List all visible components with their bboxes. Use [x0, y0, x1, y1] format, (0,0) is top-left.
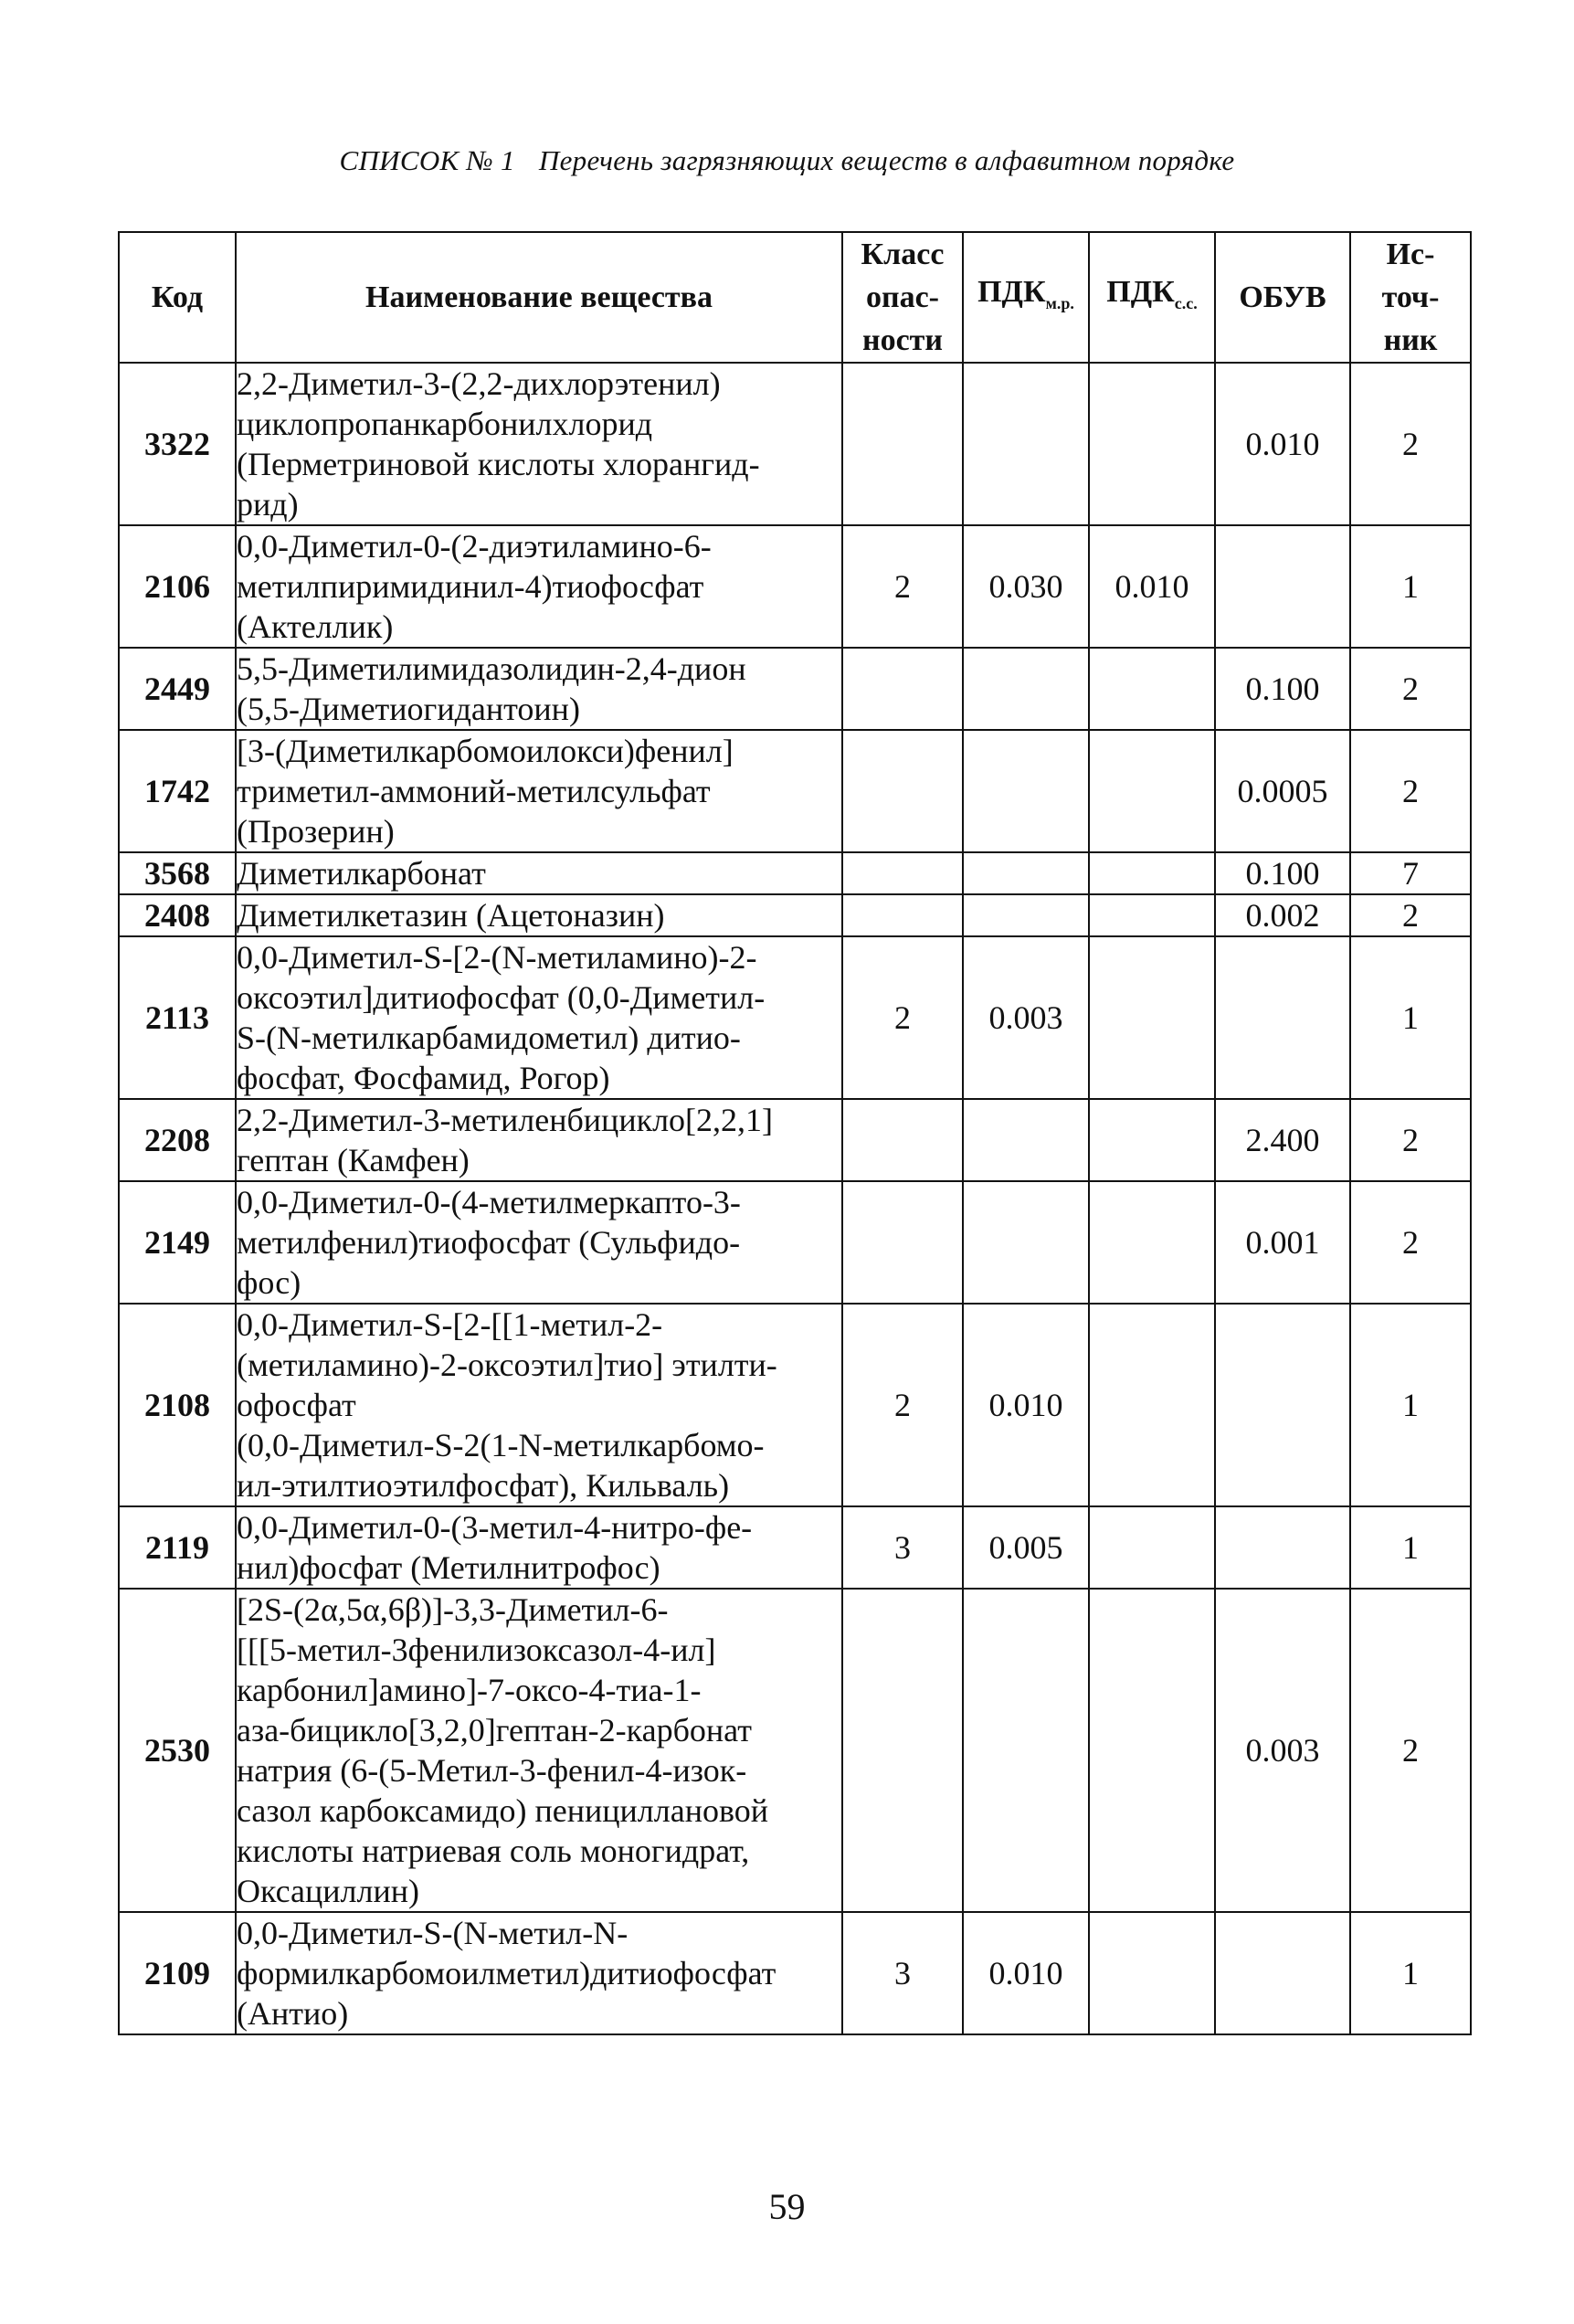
- list-title: Перечень загрязняющих веществ в алфавитном порядке: [538, 144, 1235, 176]
- obuv-cell: 0.100: [1215, 852, 1350, 894]
- list-number: СПИСОК № 1: [339, 144, 515, 176]
- substance-name-line: Диметилкетазин (Ацетоназин): [237, 897, 665, 934]
- substance-name-cell: [236, 1912, 842, 2034]
- substance-name-line: (Перметриновой кислоты хлорангид-: [237, 446, 760, 482]
- pdk-mr-cell: 0.003: [963, 936, 1089, 1099]
- substance-name-line: формилкарбомоилметил)дитиофосфат: [237, 1955, 776, 1991]
- substance-name-line: оксоэтил]дитиофосфат (0,0-Диметил-: [237, 979, 766, 1016]
- obuv-cell: [1215, 1912, 1350, 2034]
- obuv-cell: [1215, 1506, 1350, 1589]
- code-cell: 2109: [119, 1912, 236, 2034]
- table-header-row: [119, 232, 1471, 363]
- substance-name-line: (Антио): [237, 1995, 349, 2032]
- column-header-name: Наименование вещества: [236, 232, 842, 363]
- code-cell: 1742: [119, 730, 236, 852]
- substance-name-line: ил-этилтиоэтилфосфат), Кильваль): [237, 1467, 730, 1504]
- pdk-mr-cell: [963, 894, 1089, 936]
- substance-name-line: аза-бицикло[3,2,0]гептан-2-карбонат: [237, 1712, 752, 1748]
- substance-name-line: 2,2-Диметил-3-(2,2-дихлорэтенил): [237, 365, 721, 402]
- substance-name-line: [2S-(2α,5α,6β)]-3,3-Диметил-6-: [237, 1591, 669, 1628]
- substance-name-cell: [236, 730, 842, 852]
- table-row: [119, 936, 1471, 1099]
- table-row: [119, 1589, 1471, 1912]
- source-cell: 1: [1350, 1912, 1471, 2034]
- source-cell: 2: [1350, 1181, 1471, 1304]
- code-cell: 2119: [119, 1506, 236, 1589]
- page-header: [0, 144, 1574, 177]
- pdk-ss-cell: 0.010: [1089, 525, 1215, 648]
- source-cell: 1: [1350, 936, 1471, 1099]
- substance-name-line: офосфат: [237, 1387, 356, 1423]
- code-cell: 3322: [119, 363, 236, 525]
- code-cell: 2449: [119, 648, 236, 730]
- substance-name-line: Диметилкарбонат: [237, 855, 486, 892]
- pdk-ss-cell: [1089, 936, 1215, 1099]
- substance-name-cell: [236, 525, 842, 648]
- hazard-class-cell: [842, 1589, 963, 1912]
- pdk-ss-subscript: с.с.: [1174, 293, 1198, 312]
- pdk-ss-cell: [1089, 1304, 1215, 1506]
- substance-name-line: карбонил]амино]-7-оксо-4-тиа-1-: [237, 1672, 702, 1708]
- source-cell: 2: [1350, 730, 1471, 852]
- substance-name-line: (Актеллик): [237, 608, 394, 645]
- substance-name-line: метилфенил)тиофосфат (Сульфидо-: [237, 1224, 741, 1261]
- substance-name-line: натрия (6-(5-Метил-3-фенил-4-изок-: [237, 1752, 747, 1789]
- pdk-ss-cell: [1089, 730, 1215, 852]
- obuv-cell: [1215, 936, 1350, 1099]
- hazard-class-cell: [842, 1099, 963, 1181]
- pdk-ss-cell: [1089, 1506, 1215, 1589]
- pdk-mr-cell: [963, 1181, 1089, 1304]
- pdk-ss-cell: [1089, 1099, 1215, 1181]
- substance-name-line: циклопропанкарбонилхлорид: [237, 406, 653, 442]
- pdk-mr-cell: [963, 363, 1089, 525]
- source-cell: 2: [1350, 648, 1471, 730]
- obuv-cell: [1215, 525, 1350, 648]
- substance-name-cell: [236, 1304, 842, 1506]
- code-cell: 2149: [119, 1181, 236, 1304]
- substance-name-cell: [236, 1506, 842, 1589]
- substance-name-line: триметил-аммоний-метилсульфат: [237, 773, 711, 809]
- column-header-class-line: Класс: [861, 238, 945, 271]
- table-row: [119, 648, 1471, 730]
- substance-name-cell: [236, 1181, 842, 1304]
- pdk-mr-subscript: м.р.: [1045, 293, 1074, 312]
- substance-name-cell: [236, 1589, 842, 1912]
- table-row: [119, 730, 1471, 852]
- source-cell: 1: [1350, 1506, 1471, 1589]
- substance-name-line: гептан (Камфен): [237, 1142, 470, 1178]
- column-header-source: [1350, 232, 1471, 363]
- substance-name-line: 0,0-Диметил-S-[2-(N-метиламино)-2-: [237, 939, 757, 976]
- pdk-ss-cell: [1089, 1589, 1215, 1912]
- substance-name-line: метилпиримидинил-4)тиофосфат: [237, 568, 704, 605]
- substance-name-cell: [236, 363, 842, 525]
- substance-name-line: фос): [237, 1264, 301, 1301]
- obuv-cell: [1215, 1304, 1350, 1506]
- substance-name-line: 5,5-Диметилимидазолидин-2,4-дион: [237, 650, 746, 687]
- hazard-class-cell: 3: [842, 1506, 963, 1589]
- column-header-class: [842, 232, 963, 363]
- pdk-ss-cell: [1089, 1912, 1215, 2034]
- pdk-mr-cell: [963, 1589, 1089, 1912]
- source-cell: 1: [1350, 1304, 1471, 1506]
- pdk-ss-label: ПДК: [1106, 274, 1175, 309]
- pdk-ss-cell: [1089, 894, 1215, 936]
- source-cell: 2: [1350, 1099, 1471, 1181]
- substance-name-line: сазол карбоксамидо) пенициллановой: [237, 1792, 768, 1829]
- substance-name-line: [3-(Диметилкарбомоилокси)фенил]: [237, 733, 734, 769]
- substance-name-line: (метиламино)-2-оксоэтил]тио] этилти-: [237, 1347, 777, 1383]
- obuv-cell: 0.0005: [1215, 730, 1350, 852]
- pdk-ss-cell: [1089, 852, 1215, 894]
- substance-name-line: 2,2-Диметил-3-метиленбицикло[2,2,1]: [237, 1102, 774, 1138]
- substance-name-line: 0,0-Диметил-S-[2-[[1-метил-2-: [237, 1306, 663, 1343]
- substance-name-line: 0,0-Диметил-0-(3-метил-4-нитро-фе-: [237, 1509, 753, 1546]
- table-row: [119, 1181, 1471, 1304]
- substance-name-line: 0,0-Диметил-0-(4-метилмеркапто-3-: [237, 1184, 741, 1220]
- hazard-class-cell: [842, 648, 963, 730]
- substance-name-cell: [236, 1099, 842, 1181]
- source-cell: 2: [1350, 894, 1471, 936]
- table-row: [119, 1506, 1471, 1589]
- code-cell: 2108: [119, 1304, 236, 1506]
- hazard-class-cell: 2: [842, 525, 963, 648]
- substance-name-cell: [236, 852, 842, 894]
- hazard-class-cell: [842, 1181, 963, 1304]
- code-cell: 2106: [119, 525, 236, 648]
- hazard-class-cell: [842, 894, 963, 936]
- obuv-cell: 0.003: [1215, 1589, 1350, 1912]
- source-cell: 1: [1350, 525, 1471, 648]
- pdk-mr-cell: [963, 1099, 1089, 1181]
- obuv-cell: 0.010: [1215, 363, 1350, 525]
- pdk-ss-cell: [1089, 648, 1215, 730]
- source-cell: 2: [1350, 1589, 1471, 1912]
- table-row: [119, 1099, 1471, 1181]
- code-cell: 3568: [119, 852, 236, 894]
- pdk-mr-cell: 0.010: [963, 1912, 1089, 2034]
- code-cell: 2530: [119, 1589, 236, 1912]
- code-cell: 2113: [119, 936, 236, 1099]
- substance-name-line: фосфат, Фосфамид, Рогор): [237, 1060, 610, 1096]
- obuv-cell: 2.400: [1215, 1099, 1350, 1181]
- obuv-cell: 0.001: [1215, 1181, 1350, 1304]
- substance-name-line: (Прозерин): [237, 813, 395, 850]
- hazard-class-cell: [842, 363, 963, 525]
- substances-table: [118, 231, 1472, 2035]
- column-header-pdk-ss: [1089, 232, 1215, 363]
- table-row: [119, 525, 1471, 648]
- table-row: [119, 363, 1471, 525]
- pdk-ss-cell: [1089, 363, 1215, 525]
- hazard-class-cell: 2: [842, 936, 963, 1099]
- source-cell: 7: [1350, 852, 1471, 894]
- page-number: 59: [768, 2186, 806, 2227]
- substance-name-line: нил)фосфат (Метилнитрофос): [237, 1549, 660, 1586]
- table-row: [119, 1304, 1471, 1506]
- hazard-class-cell: [842, 730, 963, 852]
- pdk-mr-cell: [963, 852, 1089, 894]
- substance-name-line: кислоты натриевая соль моногидрат,: [237, 1833, 750, 1869]
- column-header-class-line: опас-: [865, 280, 939, 314]
- table-row: [119, 852, 1471, 894]
- column-header-source-line: точ-: [1381, 280, 1440, 314]
- source-cell: 2: [1350, 363, 1471, 525]
- column-header-pdk-mr: [963, 232, 1089, 363]
- substance-name-line: S-(N-метилкарбамидометил) дитио-: [237, 1019, 741, 1056]
- substance-name-line: (5,5-Диметиогидантоин): [237, 691, 580, 727]
- column-header-source-line: Ис-: [1386, 238, 1435, 271]
- table-row: [119, 894, 1471, 936]
- column-header-source-line: ник: [1383, 323, 1438, 357]
- substance-name-line: 0,0-Диметил-S-(N-метил-N-: [237, 1915, 629, 1951]
- substance-name-line: 0,0-Диметил-0-(2-диэтиламино-6-: [237, 528, 712, 565]
- substance-name-cell: [236, 648, 842, 730]
- table-body: [119, 363, 1471, 2034]
- obuv-cell: 0.002: [1215, 894, 1350, 936]
- substance-name-line: рид): [237, 486, 299, 523]
- pdk-mr-cell: 0.005: [963, 1506, 1089, 1589]
- pdk-mr-cell: 0.030: [963, 525, 1089, 648]
- substance-name-line: [[[5-метил-3фенилизоксазол-4-ил]: [237, 1632, 716, 1668]
- substance-name-cell: [236, 894, 842, 936]
- column-header-obuv: ОБУВ: [1215, 232, 1350, 363]
- code-cell: 2408: [119, 894, 236, 936]
- hazard-class-cell: [842, 852, 963, 894]
- pdk-ss-cell: [1089, 1181, 1215, 1304]
- pdk-mr-cell: [963, 730, 1089, 852]
- code-cell: 2208: [119, 1099, 236, 1181]
- obuv-cell: 0.100: [1215, 648, 1350, 730]
- pdk-mr-cell: 0.010: [963, 1304, 1089, 1506]
- hazard-class-cell: 3: [842, 1912, 963, 2034]
- substance-name-cell: [236, 936, 842, 1099]
- substance-name-line: (0,0-Диметил-S-2(1-N-метилкарбомо-: [237, 1427, 765, 1463]
- table-row: [119, 1912, 1471, 2034]
- column-header-class-line: ности: [862, 323, 943, 357]
- pdk-mr-cell: [963, 648, 1089, 730]
- pdk-mr-label: ПДК: [977, 274, 1046, 309]
- substance-name-line: Оксациллин): [237, 1873, 419, 1909]
- column-header-code: Код: [119, 232, 236, 363]
- hazard-class-cell: 2: [842, 1304, 963, 1506]
